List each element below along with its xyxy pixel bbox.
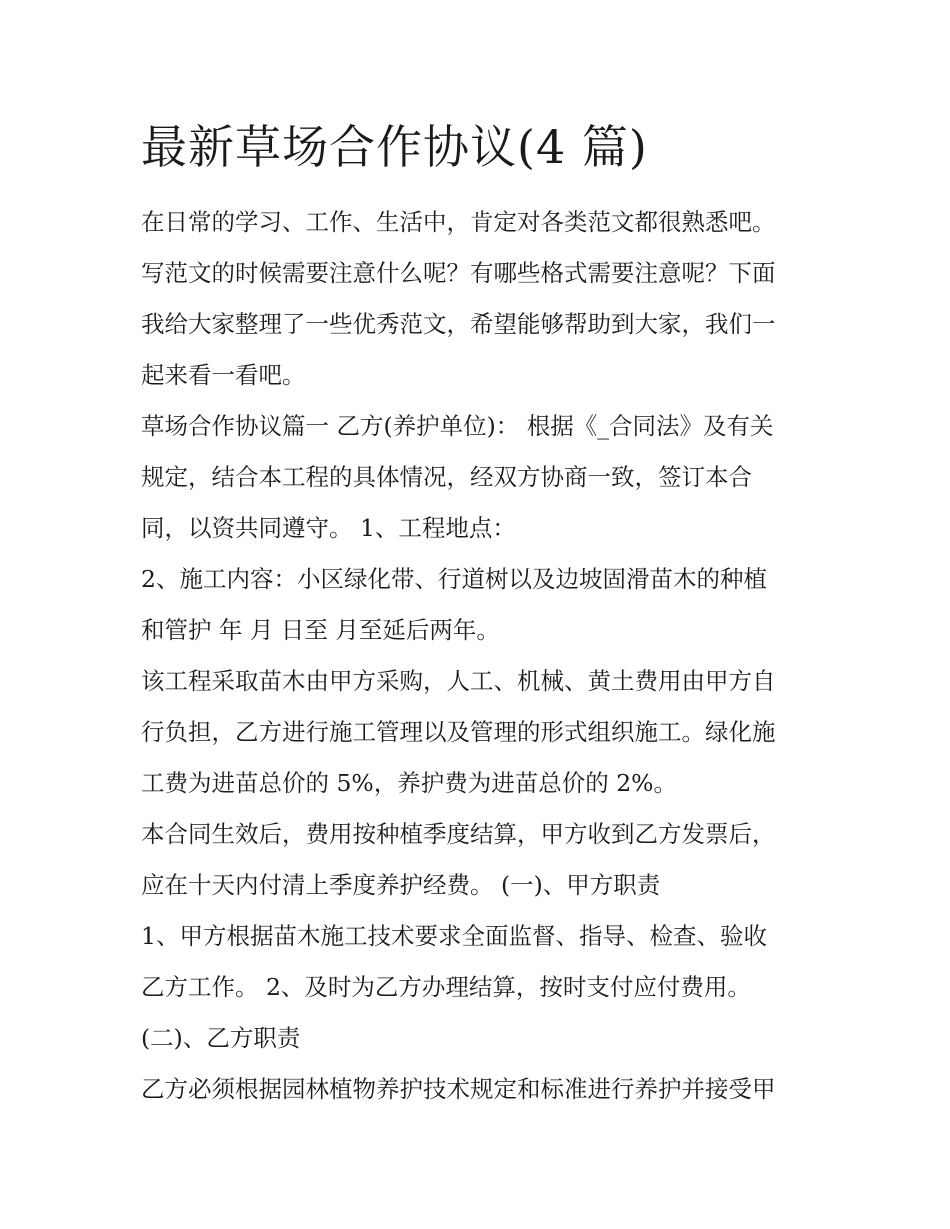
text-line: 工费为进苗总价的 5%，养护费为进苗总价的 2%。 [141, 769, 678, 797]
text-line: 和管护 年 月 日至 月至延后两年。 [141, 616, 500, 644]
text-line: 1、甲方根据苗木施工技术要求全面监督、指导、检查、验收 [141, 922, 767, 950]
text-line: 在日常的学习、工作、生活中，肯定对各类范文都很熟悉吧。 [141, 208, 776, 236]
document-title: 最新草场合作协议(4 篇) [141, 120, 648, 174]
document-body [141, 197, 821, 1115]
text-line: 乙方工作。 2、及时为乙方办理结算，按时支付应付费用。 [141, 973, 751, 1001]
text-line: 草场合作协议篇一 乙方(养护单位)： 根据《_合同法》及有关 [141, 412, 774, 440]
text-line: 规定，结合本工程的具体情况，经双方协商一致，签订本合 [141, 463, 752, 491]
text-line: 写范文的时候需要注意什么呢？有哪些格式需要注意呢？下面 [141, 259, 776, 287]
text-line: 该工程采取苗木由甲方采购，人工、机械、黄土费用由甲方自 [141, 667, 776, 695]
text-line: 起来看一看吧。 [141, 361, 306, 389]
text-line: 同，以资共同遵守。 1、工程地点： [141, 514, 516, 542]
text-line: 乙方必须根据园林植物养护技术规定和标准进行养护并接受甲 [141, 1075, 776, 1103]
text-line: 行负担，乙方进行施工管理以及管理的形式组织施工。绿化施 [141, 718, 776, 746]
text-line: 应在十天内付清上季度养护经费。 (一)、甲方职责 [141, 871, 661, 899]
text-line: 本合同生效后，费用按种植季度结算，甲方收到乙方发票后， [141, 820, 776, 848]
text-line: 2、施工内容：小区绿化带、行道树以及边坡固滑苗木的种植 [141, 565, 767, 593]
text-line: (二)、乙方职责 [141, 1024, 301, 1052]
text-line: 我给大家整理了一些优秀范文，希望能够帮助到大家，我们一 [141, 310, 776, 338]
